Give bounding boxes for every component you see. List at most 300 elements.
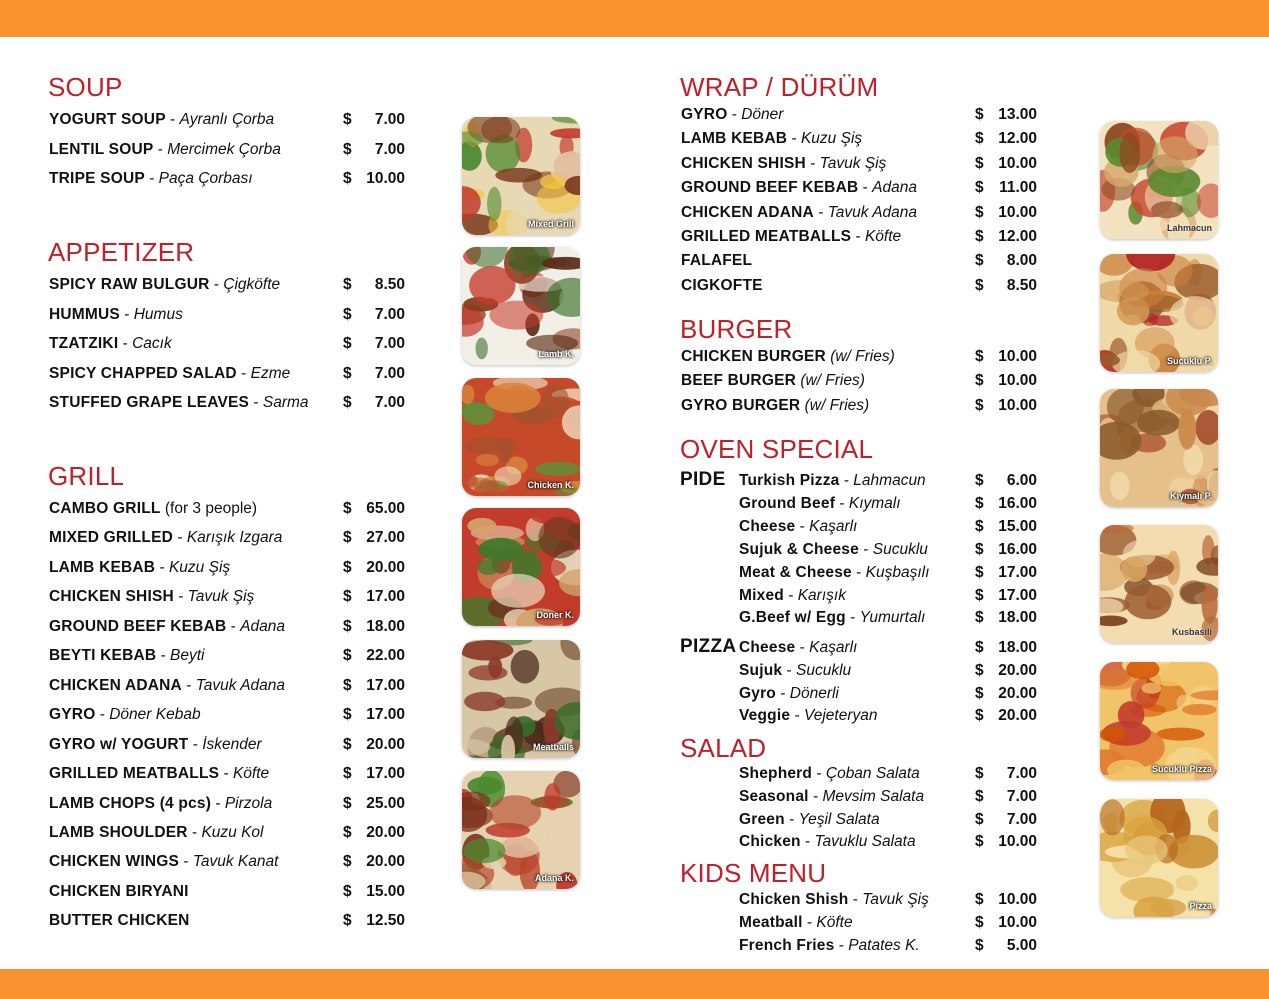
item-separator: - (181, 676, 196, 694)
soup-price (343, 170, 405, 188)
price-amount: 20.00 (998, 661, 1037, 679)
lahmacun-photo-image (1100, 121, 1218, 239)
pide-item (739, 564, 929, 582)
pide-price (975, 587, 1037, 605)
price-currency: $ (343, 706, 352, 724)
item-turkish-name: Tavuk Adana (195, 676, 286, 694)
item-separator: - (727, 106, 742, 123)
price-amount: 6.00 (1006, 472, 1037, 489)
item-turkish-name: Tavuk Şiş (819, 154, 887, 172)
pizza-photo-image (1100, 799, 1218, 917)
price-currency: $ (343, 305, 352, 323)
price-amount: 10.00 (998, 833, 1037, 851)
price-currency: $ (975, 179, 984, 197)
item-separator: - (784, 810, 799, 828)
photo-caption: Pizza (1189, 901, 1212, 911)
wrap-price (975, 228, 1037, 246)
price-currency: $ (975, 203, 984, 221)
item-separator: - (118, 335, 133, 352)
grill-item (49, 912, 190, 930)
wrap-item (681, 277, 763, 295)
item-name: GRILLED MEATBALLS (681, 228, 852, 245)
item-name: Cheese (739, 639, 796, 656)
grill-price (343, 529, 405, 547)
price-currency: $ (975, 684, 984, 702)
wrap-item (681, 155, 886, 173)
price-amount: 17.00 (366, 588, 405, 606)
kids-item (739, 937, 920, 955)
soup-item (49, 170, 253, 188)
mixed-grill-photo (462, 117, 580, 235)
price-amount: 10.00 (998, 154, 1037, 172)
price-currency: $ (975, 348, 984, 365)
item-separator: - (834, 937, 849, 954)
price-currency: $ (343, 617, 352, 635)
lamb-kebab-photo-image (462, 247, 580, 365)
price-currency: $ (343, 765, 352, 783)
price-currency: $ (343, 882, 352, 900)
section-title-wrap: WRAP / DÜRÜM (680, 72, 879, 102)
salad-price (975, 833, 1037, 851)
item-name: GYRO BURGER (681, 396, 801, 414)
item-name: CHICKEN SHISH (49, 588, 174, 606)
pide-price (975, 541, 1037, 559)
price-currency: $ (343, 676, 352, 694)
item-separator: - (173, 529, 187, 547)
item-turkish-name: (w/ Fries) (800, 372, 865, 390)
photo-caption: Kıymalı P. (1170, 491, 1212, 501)
item-turkish-name: Karışık (797, 586, 846, 604)
pide-price (975, 472, 1037, 490)
pide-item (739, 587, 846, 605)
wrap-price (975, 252, 1037, 270)
item-name: Ground Beef (739, 494, 836, 512)
grill-item (49, 853, 278, 871)
item-name: BUTTER CHICKEN (49, 912, 190, 930)
grill-price (343, 853, 405, 871)
price-currency: $ (343, 529, 352, 547)
wrap-price (975, 106, 1037, 124)
price-amount: 20.00 (998, 707, 1037, 725)
item-name: Sujuk (739, 661, 783, 679)
price-currency: $ (975, 810, 984, 828)
appetizer-item (49, 365, 290, 383)
item-separator: - (787, 130, 801, 148)
appetizer-price (343, 335, 405, 353)
item-separator: - (802, 914, 817, 931)
price-amount: 20.00 (366, 735, 405, 753)
sucuklu-pide-photo-image (1100, 254, 1218, 372)
item-turkish-name: Humus (133, 305, 183, 323)
item-turkish-name: Kuşbaşılı (865, 563, 930, 581)
price-currency: $ (343, 140, 352, 158)
item-name: Sujuk & Cheese (739, 540, 859, 558)
price-amount: 12.00 (998, 130, 1037, 148)
grill-item (49, 559, 230, 577)
price-currency: $ (343, 558, 352, 576)
grill-price (343, 765, 405, 783)
price-amount: 20.00 (366, 853, 405, 871)
item-separator: - (835, 494, 849, 512)
item-separator: - (805, 154, 820, 172)
item-name: Shepherd (739, 765, 813, 782)
burger-price (975, 397, 1037, 415)
pide-price (975, 518, 1037, 536)
item-name: GYRO w/ YOGURT (49, 735, 189, 753)
item-turkish-name: Kuzu Şiş (800, 130, 863, 148)
item-turkish-name: Tavuk Şiş (862, 891, 929, 908)
grill-item (49, 824, 263, 842)
item-turkish-name: Pirzola (224, 794, 273, 812)
bottom-orange-bar (0, 969, 1269, 999)
item-name: YOGURT SOUP (49, 111, 166, 128)
price-amount: 16.00 (998, 540, 1037, 558)
grill-price (343, 618, 405, 636)
item-turkish-name: Ayranlı Çorba (179, 111, 275, 128)
item-name: SPICY RAW BULGUR (49, 276, 210, 293)
item-turkish-name: İskender (202, 735, 262, 753)
item-name: G.Beef w/ Egg (739, 609, 846, 627)
item-name: Chicken Shish (739, 891, 849, 908)
price-amount: 10.00 (998, 372, 1037, 390)
price-amount: 15.00 (998, 517, 1037, 535)
item-separator: - (187, 823, 202, 841)
price-currency: $ (343, 364, 352, 382)
item-turkish-name: Paça Çorbası (158, 170, 253, 187)
kids-price (975, 937, 1037, 955)
item-separator: - (209, 276, 224, 293)
item-turkish-name: Beyti (170, 647, 205, 665)
price-currency: $ (343, 588, 352, 606)
price-currency: $ (975, 372, 984, 390)
item-separator: - (845, 609, 860, 627)
item-name: Mixed (739, 586, 784, 604)
soup-price (343, 111, 405, 129)
wrap-price (975, 155, 1037, 173)
item-turkish-name: Sucuklu (795, 661, 852, 679)
item-separator: - (95, 706, 110, 724)
price-amount: 8.00 (1006, 252, 1037, 270)
grill-item (49, 883, 189, 901)
wrap-price (975, 130, 1037, 148)
appetizer-price (343, 394, 405, 412)
price-currency: $ (975, 833, 984, 851)
item-name: French Fries (739, 937, 835, 954)
soup-item (49, 141, 281, 159)
burger-item (681, 397, 869, 415)
pide-price (975, 564, 1037, 582)
price-currency: $ (975, 563, 984, 581)
kids-price (975, 891, 1037, 909)
price-currency: $ (343, 500, 352, 517)
price-currency: $ (343, 647, 352, 665)
wrap-item (681, 228, 901, 246)
grill-item (49, 795, 272, 813)
wrap-item (681, 130, 862, 148)
salad-price (975, 765, 1037, 783)
pizza-price (975, 662, 1037, 680)
photo-caption: Chicken K. (527, 480, 574, 490)
item-turkish-name: Kuzu Şiş (168, 558, 231, 576)
photo-caption: Doner K. (536, 610, 574, 620)
item-name: CHICKEN BURGER (681, 348, 826, 365)
item-name: STUFFED GRAPE LEAVES (49, 394, 250, 411)
photo-caption: Mixed Grill (527, 219, 574, 229)
meatballs-photo (462, 640, 580, 758)
item-name: Turkish Pizza (739, 472, 840, 489)
price-currency: $ (975, 106, 984, 123)
price-currency: $ (975, 914, 984, 931)
item-turkish-name: Ezme (250, 364, 291, 382)
price-currency: $ (975, 765, 984, 782)
price-amount: 8.50 (374, 276, 405, 293)
price-currency: $ (975, 472, 984, 489)
appetizer-price (343, 276, 405, 294)
pizza-item (739, 662, 851, 680)
item-separator: - (795, 639, 810, 656)
item-separator: - (839, 472, 854, 489)
photo-caption: Sucuklu Pizza (1151, 764, 1212, 774)
wrap-item (681, 252, 752, 270)
item-separator: - (783, 586, 798, 604)
kusbasili-pide-photo-image (1100, 525, 1218, 643)
pizza-label: PIZZA (680, 636, 737, 657)
lamb-kebab-photo (462, 247, 580, 365)
item-turkish-name: (w/ Fries) (804, 396, 870, 414)
item-turkish-name: Mevsim Salata (822, 787, 925, 805)
item-name: SPICY CHAPPED SALAD (49, 364, 237, 382)
salad-item (739, 765, 920, 783)
item-separator: - (165, 111, 180, 128)
wrap-price (975, 179, 1037, 197)
grill-item (49, 765, 269, 783)
appetizer-price (343, 365, 405, 383)
kiymali-pide-photo-image (1100, 389, 1218, 507)
price-amount: 13.00 (998, 106, 1037, 123)
item-separator: - (188, 735, 203, 753)
section-title-soup: SOUP (48, 72, 123, 102)
item-turkish-name: Tavuk Adana (827, 203, 918, 221)
meatballs-photo-image (462, 640, 580, 758)
price-amount: 27.00 (366, 529, 405, 547)
adana-kebab-photo (462, 771, 580, 889)
item-turkish-name: Tavuklu Salata (814, 833, 916, 851)
price-amount: 10.00 (998, 891, 1037, 908)
grill-price (343, 736, 405, 754)
item-separator: - (155, 558, 169, 576)
price-amount: 11.00 (999, 179, 1037, 197)
price-currency: $ (343, 111, 352, 128)
item-separator: - (858, 540, 873, 558)
soup-price (343, 141, 405, 159)
item-turkish-name: Adana (872, 179, 917, 197)
price-amount: 7.00 (1006, 787, 1037, 805)
item-name: CHICKEN ADANA (681, 203, 814, 221)
item-turkish-name: Kıymalı (848, 494, 901, 512)
pizza-item (739, 707, 877, 725)
wrap-item (681, 179, 917, 197)
kusbasili-pide-photo (1100, 525, 1218, 643)
price-amount: 18.00 (998, 609, 1037, 627)
price-amount: 7.00 (1006, 810, 1037, 828)
wrap-price (975, 277, 1037, 295)
burger-item (681, 348, 895, 366)
item-turkish-name: Kuzu Kol (201, 823, 264, 841)
item-turkish-name: Tavuk Kanat (192, 853, 279, 871)
item-name: LAMB KEBAB (681, 130, 788, 148)
item-name: Gyro (739, 684, 776, 702)
price-currency: $ (975, 228, 984, 245)
grill-price (343, 559, 405, 577)
salad-item (739, 788, 924, 806)
grill-item (49, 588, 254, 606)
item-name: Meatball (739, 914, 803, 931)
item-separator: - (144, 170, 159, 187)
price-amount: 7.00 (1006, 765, 1037, 782)
mixed-grill-photo-image (462, 117, 580, 235)
price-currency: $ (975, 609, 984, 627)
pizza-price (975, 707, 1037, 725)
chicken-kebab-photo-image (462, 378, 580, 496)
item-name: LAMB SHOULDER (49, 823, 188, 841)
price-amount: 7.00 (374, 305, 405, 323)
top-orange-bar (0, 0, 1269, 37)
price-currency: $ (343, 823, 352, 841)
item-name: GYRO (681, 106, 728, 123)
item-name: GROUND BEEF KEBAB (681, 179, 859, 197)
item-name: BEYTI KEBAB (49, 647, 157, 665)
price-currency: $ (975, 937, 984, 954)
item-name: FALAFEL (681, 252, 753, 270)
pide-item (739, 518, 857, 536)
salad-item (739, 833, 916, 851)
grill-price (343, 706, 405, 724)
price-currency: $ (975, 707, 984, 725)
price-amount: 20.00 (366, 823, 405, 841)
burger-item (681, 372, 865, 390)
price-amount: 17.00 (366, 706, 405, 724)
price-currency: $ (975, 891, 984, 908)
photo-caption: Kusbasili (1171, 627, 1212, 637)
item-turkish-name: Kaşarlı (809, 517, 858, 535)
price-amount: 5.00 (1006, 937, 1037, 954)
price-amount: 17.00 (998, 563, 1037, 581)
item-name: BEEF BURGER (681, 372, 797, 390)
price-amount: 25.00 (366, 794, 405, 812)
item-turkish-name: Dönerli (789, 684, 839, 702)
salad-price (975, 788, 1037, 806)
grill-price (343, 588, 405, 606)
item-name: CHICKEN ADANA (49, 676, 182, 694)
kids-price (975, 914, 1037, 932)
item-separator: - (179, 853, 193, 871)
item-name: Cheese (739, 517, 796, 535)
price-amount: 8.50 (1006, 276, 1037, 294)
item-name: TRIPE SOUP (49, 170, 145, 187)
section-title-kids-menu: KIDS MENU (680, 858, 827, 888)
price-amount: 20.00 (998, 684, 1037, 702)
item-name: GYRO (49, 706, 96, 724)
pide-item (739, 472, 926, 490)
sucuklu-pide-photo (1100, 254, 1218, 372)
price-currency: $ (975, 586, 984, 604)
salad-price (975, 811, 1037, 829)
photo-caption: Lamb K. (538, 349, 574, 359)
price-currency: $ (343, 735, 352, 753)
item-separator: - (119, 305, 134, 323)
photo-caption: Adana K. (534, 873, 574, 883)
price-amount: 12.50 (366, 912, 405, 930)
price-amount: 10.00 (998, 396, 1037, 414)
price-currency: $ (975, 396, 984, 414)
price-currency: $ (343, 335, 352, 352)
item-name: CHICKEN SHISH (681, 154, 806, 172)
grill-price (343, 912, 405, 930)
grill-item (49, 500, 257, 518)
section-title-burger: BURGER (680, 314, 793, 344)
grill-price (343, 795, 405, 813)
price-currency: $ (343, 276, 352, 293)
pizza-photo (1100, 799, 1218, 917)
grill-price (343, 883, 405, 901)
price-amount: 7.00 (374, 394, 405, 411)
price-currency: $ (975, 252, 984, 270)
item-name: CIGKOFTE (681, 276, 763, 294)
price-amount: 17.00 (366, 765, 405, 783)
appetizer-item (49, 335, 172, 353)
item-name: CHICKEN BIRYANI (49, 882, 189, 900)
price-amount: 7.00 (374, 364, 405, 382)
price-currency: $ (343, 912, 352, 930)
doner-kebab-photo-image (462, 508, 580, 626)
pide-price (975, 609, 1037, 627)
item-turkish-name: Köfte (864, 228, 902, 245)
price-amount: 7.00 (374, 335, 405, 352)
salad-item (739, 811, 880, 829)
item-separator: - (800, 833, 815, 851)
item-turkish-name: Adana (240, 617, 285, 635)
price-amount: 17.00 (998, 586, 1037, 604)
item-turkish-name: Döner (741, 106, 784, 123)
price-amount: 18.00 (366, 617, 405, 635)
item-turkish-name: Vejeteryan (803, 707, 878, 725)
item-turkish-name: Döner Kebab (109, 706, 201, 724)
item-name: LAMB KEBAB (49, 558, 156, 576)
item-name: MIXED GRILLED (49, 529, 174, 547)
item-separator: - (790, 707, 804, 725)
item-name: HUMMUS (49, 305, 120, 323)
item-turkish-name: Sarma (262, 394, 309, 411)
price-currency: $ (343, 853, 352, 871)
grill-price (343, 677, 405, 695)
item-name: GROUND BEEF KEBAB (49, 617, 227, 635)
burger-price (975, 348, 1037, 366)
sucuklu-pizza-photo-image (1100, 662, 1218, 780)
photo-caption: Lahmacun (1166, 223, 1212, 233)
item-name: CAMBO GRILL (49, 500, 161, 517)
soup-item (49, 111, 274, 129)
price-amount: 22.00 (366, 647, 405, 665)
pide-item (739, 495, 901, 513)
appetizer-item (49, 276, 280, 294)
grill-item (49, 618, 285, 636)
item-name: Chicken (739, 833, 801, 851)
item-separator: - (236, 364, 251, 382)
item-turkish-name: Yumurtalı (859, 609, 926, 627)
item-separator: - (795, 517, 810, 535)
item-separator: - (153, 140, 168, 158)
item-name: GRILLED MEATBALLS (49, 765, 220, 783)
